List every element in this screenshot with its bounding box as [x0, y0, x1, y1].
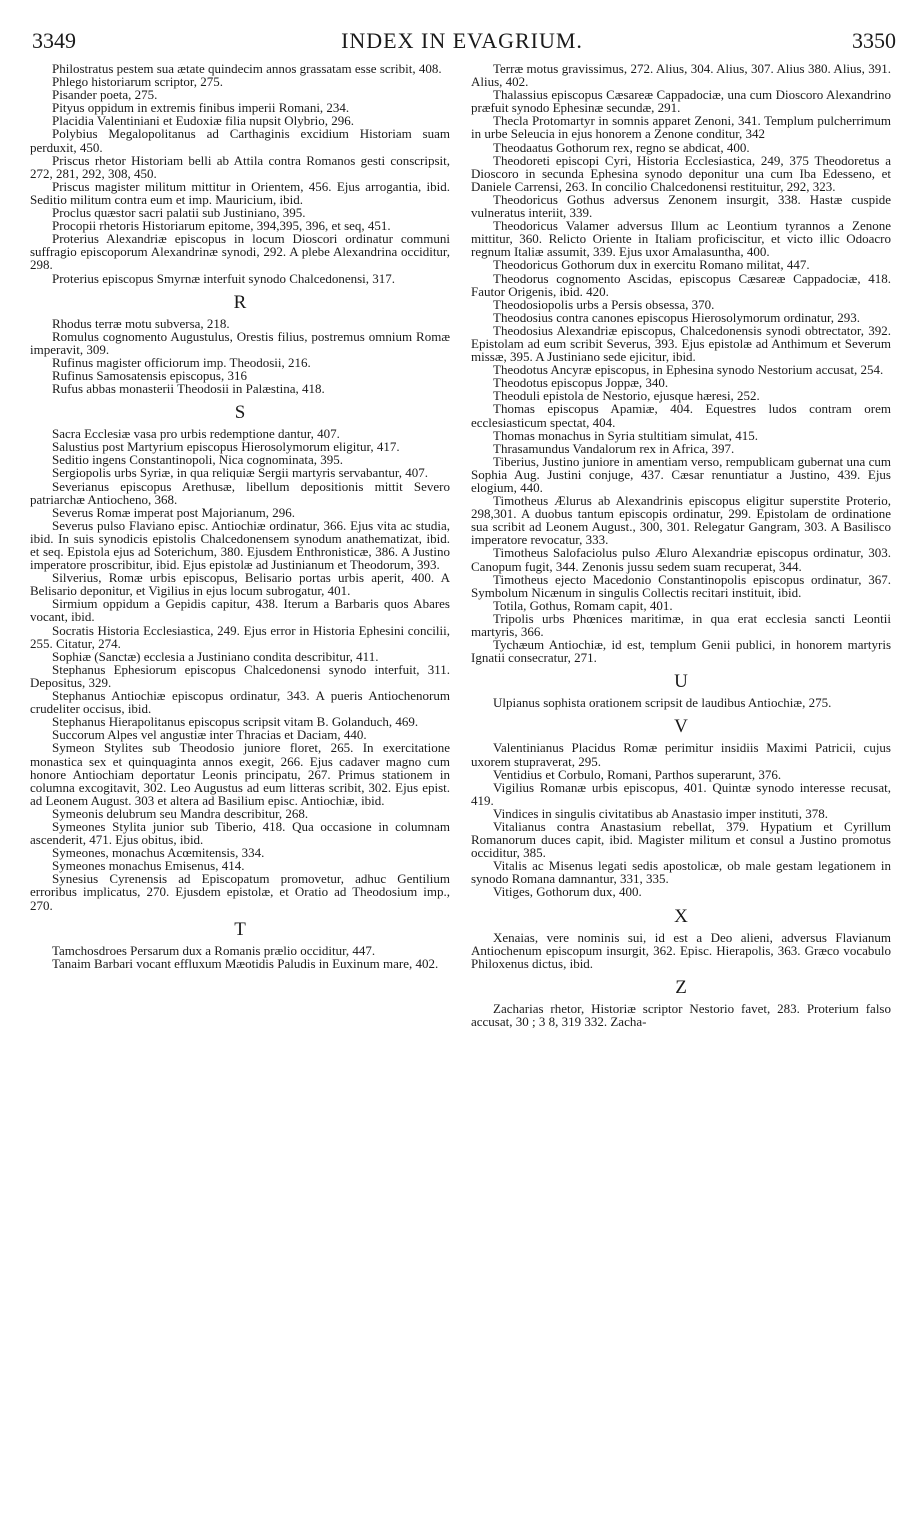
- index-entry: Vigilius Romanæ urbis episcopus, 401. Quintæ synodo interesse recusat, 419.: [471, 779, 891, 808]
- index-entry: Severus pulso Flaviano episc. Antiochiæ ordinatur, 366. Ejus vita ac studia, ibid. In suis synodicis epistolis Chalcedonensem synodum anathematizat, ibid. et seq. Epistola ejus ad Soterichum, 380. Ejusdem Enthronisticæ, 386. A Justino imperatore proscribitur, ibid. Ejus epistolæ ad Justinianum et Theodorum, 393.: [30, 517, 450, 573]
- index-entry: Theodotus Ancyræ episcopus, in Ephesina synodo Nestorium accusat, 254.: [493, 362, 884, 378]
- index-entry: Sirmium oppidum a Gepidis capitur, 438. Iterum a Barbaris quos Abares vocant, ibid.: [30, 596, 450, 625]
- index-entry: Thrasamundus Vandalorum rex in Africa, 397.: [493, 440, 735, 456]
- index-entry: Tychæum Antiochiæ, id est, templum Genii publici, in honorem martyris Ignatii consecratur, 271.: [471, 637, 891, 666]
- index-entry: Timotheus Salofaciolus pulso Æluro Alexandriæ episcopus ordinatur, 303. Canopum fugit, 344. Zenonis jussu sedem suam recuperat, 344.: [471, 545, 891, 574]
- index-entry: Severianus episcopus Arethusæ, libellum depositionis mittit Severo patriarchæ Antiocheno, 368.: [30, 478, 450, 507]
- section-letter: Z: [675, 976, 687, 998]
- index-entry: Polybius Megalopolitanus ad Carthaginis excidium Historiam suam perduxit, 450.: [30, 126, 450, 155]
- section-letter: S: [234, 402, 246, 424]
- index-entry: Ulpianus sophista orationem scripsit de laudibus Antiochiæ, 275.: [493, 695, 832, 711]
- index-entry: Proterius episcopus Smyrnæ interfuit synodo Chalcedonensi, 317.: [52, 270, 396, 286]
- index-entry: Symeones monachus Emisenus, 414.: [52, 858, 245, 874]
- index-entry: Rufinus Samosatensis episcopus, 316: [52, 367, 247, 383]
- right-column: [471, 62, 891, 1028]
- index-entry: Rufinus magister officiorum imp. Theodosii, 216.: [52, 354, 311, 370]
- index-entry: Theodaatus Gothorum rex, regno se abdicat, 400.: [493, 139, 750, 155]
- index-entry: Thomas monachus in Syria stultitiam simulat, 415.: [493, 427, 759, 443]
- index-entry: Seditio ingens Constantinopoli, Nica cognominata, 395.: [52, 452, 344, 468]
- section-letter: T: [234, 918, 246, 940]
- index-entry: Theodoricus Valamer adversus Illum ac Leontium tyrannos a Zenone mittitur, 360. Relicto Oriente in Italiam proficiscitur, et victo illic Odoacro regnum Italiæ assumit, 339. Ejus uxor Amalasuntha, 400.: [471, 218, 891, 260]
- index-entry: Tripolis urbs Phœnices maritimæ, in qua erat ecclesia sancti Leontii martyris, 366.: [471, 610, 891, 640]
- index-entry: Vitiges, Gothorum dux, 400.: [493, 884, 642, 900]
- index-entry: Totila, Gothus, Romam capit, 401.: [493, 597, 673, 613]
- index-entry: Symeones, monachus Acœmitensis, 334.: [52, 845, 265, 861]
- index-entry: Ventidius et Corbulo, Romani, Parthos superarunt, 376.: [493, 766, 782, 782]
- page-number-left: 3349: [32, 28, 76, 53]
- index-entry: Sacra Ecclesiæ vasa pro urbis redemptione dantur, 407.: [52, 426, 340, 442]
- section-letter: V: [674, 716, 688, 738]
- index-entry: Sergiopolis urbs Syriæ, in qua reliquiæ Sergii martyris servabantur, 407.: [52, 465, 428, 481]
- index-entry: Synesius Cyrenensis ad Episcopatum promovetur, adhuc Gentilium erroribus implicatus, 270. Ejusdem epistolæ, et Oratio ad Theodosium imp., 270.: [30, 871, 450, 913]
- index-entry: Timotheus Ælurus ab Alexandrinis episcopus eligitur superstite Proterio, 298,301. A duobus tantum episcopis ordinatur, 299. Epistolam de ordinatione sua scribit ad Leonem August., 300, 301. Relegatur Gangram, 303. A Basilisco imperatore revocatur, 333.: [471, 493, 891, 548]
- index-entry: Theodoreti episcopi Cyri, Historia Ecclesiastica, 249, 375 Theodoretus a Dioscoro in secunda Ephesina synodo deponitur una cum Iba Edesseno, et Daniele Carrensi, 263. In concilio Chalcedonensi restituitur, 292, 323.: [471, 152, 891, 194]
- index-entry: Succorum Alpes vel angustiæ inter Thracias et Daciam, 440.: [52, 727, 367, 743]
- index-entry: Vitalis ac Misenus legati sedis apostolicæ, ob male gestam legationem in synodo Romana damnantur, 331, 335.: [471, 858, 891, 887]
- index-entry: Sophiæ (Sanctæ) ecclesia a Justiniano condita describitur, 411.: [52, 648, 379, 664]
- index-entry: Rufus abbas monasterii Theodosii in Palæstina, 418.: [52, 381, 325, 397]
- index-entry: Vindices in singulis civitatibus ab Anastasio imper instituti, 378.: [493, 805, 829, 821]
- index-entry: Vitalianus contra Anastasium rebellat, 379. Hypatium et Cyrillum Romanorum duces capit, ibid. Magister militum et consul a Justino promotus occiditur, 385.: [471, 818, 891, 861]
- section-letter: X: [674, 905, 688, 927]
- index-entry: Proterius Alexandriæ episcopus in locum Dioscori ordinatur communi suffragio episcoporum Alexandrinæ synodi, 292. A plebe Alexandrina occiditur, 298.: [30, 231, 450, 273]
- index-entry: Theodosiopolis urbs a Persis obsessa, 370.: [493, 296, 715, 312]
- index-entry: Xenaias, vere nominis sui, id est a Deo alieni, adversus Flavianum Antiochenum episcopum insurgit, 362. Episc. Hierapolis, 363. Græco vocabulo Philoxenus dictus, ibid.: [471, 929, 891, 971]
- index-entry: Thalassius episcopus Cæsareæ Cappadociæ, una cum Dioscoro Alexandrino præfuit synodo Ephesinæ secundæ, 291.: [471, 87, 891, 116]
- index-entry: Valentinianus Placidus Romæ perimitur insidiis Maximi Patricii, cujus uxorem stupraverat, 295.: [471, 740, 891, 769]
- index-entry: Tanaim Barbari vocant effluxum Mæotidis Paludis in Euxinum mare, 402.: [52, 955, 439, 971]
- index-entry: Rhodus terræ motu subversa, 218.: [52, 315, 230, 331]
- index-entry: Severus Romæ imperat post Majorianum, 296.: [52, 504, 296, 520]
- index-entry: Theodosius Alexandriæ episcopus, Chalcedonensis synodi obtrectator, 392. Epistolam ad eum scribit Severus, 393. Ejus epistolæ ad Anthimum et Severum missæ, 395. A Justiniano sede ejicitur, ibid.: [471, 322, 891, 365]
- index-entry: Procopii rhetoris Historiarum epitome, 394,395, 396, et seq, 451.: [52, 218, 391, 234]
- index-entry: Symeones Stylita junior sub Tiberio, 418. Qua occasione in columnam ascenderit, 471. Ejus obitus, ibid.: [30, 818, 450, 848]
- index-entry: Salustius post Martyrium episcopus Hierosolymorum eligitur, 417.: [52, 439, 400, 455]
- index-entry: Socratis Historia Ecclesiastica, 249. Ejus error in Historia Ephesini concilii, 255. Citatur, 274.: [30, 622, 450, 651]
- index-entry: Timotheus ejecto Macedonio Constantinopolis episcopus ordinatur, 367. Symbolum Nicænum in singulis Collectis recitari instituit, ibid.: [471, 571, 891, 600]
- index-entry: Terræ motus gravissimus, 272. Alius, 304. Alius, 307. Alius 380. Alius, 391. Alius, 402.: [471, 61, 891, 90]
- index-entry: Priscus magister militum mittitur in Orientem, 456. Ejus arrogantia, ibid. Seditio militum contra eum et imp. Mauricium, ibid.: [30, 178, 450, 207]
- index-entry: Theodorus cognomento Ascidas, episcopus Cæsareæ Cappadociæ, 418. Fautor Origenis, ibid. 420.: [471, 270, 891, 299]
- index-entry: Theodosius contra canones episcopus Hierosolymorum ordinatur, 293.: [493, 309, 861, 325]
- index-entry: Stephanus Antiochiæ episcopus ordinatur, 343. A pueris Antiochenorum crudeliter occisus, ibid.: [30, 688, 450, 717]
- index-entry: Tiberius, Justino juniore in amentiam verso, rempublicam gubernat una cum Sophia Aug. Justini conjuge, 437. Cæsar renuntiatur a Justino, 439. Ejus elogium, 440.: [471, 453, 891, 495]
- index-entry: Symeonis delubrum seu Mandra describitur, 268.: [52, 805, 309, 821]
- index-entry: Zacharias rhetor, Historiæ scriptor Nestorio favet, 283. Proterium falso accusat, 30 ; 3 8, 319 332. Zacha-: [471, 1000, 891, 1029]
- index-entry: Theodotus episcopus Joppæ, 340.: [493, 375, 669, 391]
- index-entry: Theoduli epistola de Nestorio, ejusque hæresi, 252.: [493, 388, 760, 404]
- index-entry: Stephanus Hierapolitanus episcopus scripsit vitam B. Golanduch, 469.: [52, 714, 419, 730]
- index-entry: Stephanus Ephesiorum episcopus Chalcedonensi synodo interfuit, 311. Depositus, 329.: [30, 661, 450, 690]
- index-entry: Symeon Stylites sub Theodosio juniore floret, 265. In exercitatione monastica sex et quinquaginta annos exegit, 266. Ejus cadaver magno cum honore Antiochiam deportatur Leonis principatu, 267. Primus stationem in columna excogitavit, 302. Leo Augustus ad eum litteras scribit, 302. Ejus epist. ad Leonem August. 303 et altera ad Basilium episc. Antiochiæ, ibid.: [30, 740, 450, 808]
- index-entry: Theodoricus Gothus adversus Zenonem insurgit, 338. Hastæ cuspide vulneratus interiit, 339.: [471, 191, 891, 221]
- running-title: INDEX IN EVAGRIUM.: [341, 28, 583, 53]
- index-entry: Proclus quæstor sacri palatii sub Justiniano, 395.: [52, 205, 306, 221]
- index-entry: Phlego historiarum scriptor, 275.: [52, 74, 223, 90]
- page-number-right: 3350: [852, 28, 896, 53]
- index-entry: Theodoricus Gothorum dux in exercitu Romano militat, 447.: [493, 257, 810, 273]
- index-entry: Tamchosdroes Persarum dux a Romanis prælio occiditur, 447.: [52, 942, 376, 958]
- index-entry: Pityus oppidum in extremis finibus imperii Romani, 234.: [52, 100, 350, 116]
- index-entry: Pisander poeta, 275.: [52, 87, 158, 103]
- index-entry: Thomas episcopus Apamiæ, 404. Equestres ludos contram orem ecclesiasticum spectat, 404.: [471, 401, 891, 430]
- section-letter: U: [674, 671, 688, 693]
- index-entry: Thecla Protomartyr in somnis apparet Zenoni, 341. Templum pulcherrimum in urbe Seleucia in ejus honorem a Zenone conditur, 342: [471, 113, 891, 142]
- index-entry: Philostratus pestem sua ætate quindecim annos grassatam esse scribit, 408.: [52, 61, 442, 76]
- index-entry: Priscus rhetor Historiam belli ab Attila contra Romanos gesti conscripsit, 272, 281, 292, 308, 450.: [30, 152, 450, 181]
- left-column: [30, 62, 450, 970]
- index-entry: Silverius, Romæ urbis episcopus, Belisario portas urbis aperit, 400. A Belisario deponitur, et Vigilius in ejus locum subrogatur, 401.: [30, 570, 450, 599]
- index-entry: Romulus cognomento Augustulus, Orestis filius, postremus omnium Romæ imperavit, 309.: [30, 328, 450, 357]
- index-entry: Placidia Valentiniani et Eudoxiæ filia nupsit Olybrio, 296.: [52, 113, 354, 129]
- page-header: [28, 28, 896, 64]
- section-letter: R: [233, 291, 247, 313]
